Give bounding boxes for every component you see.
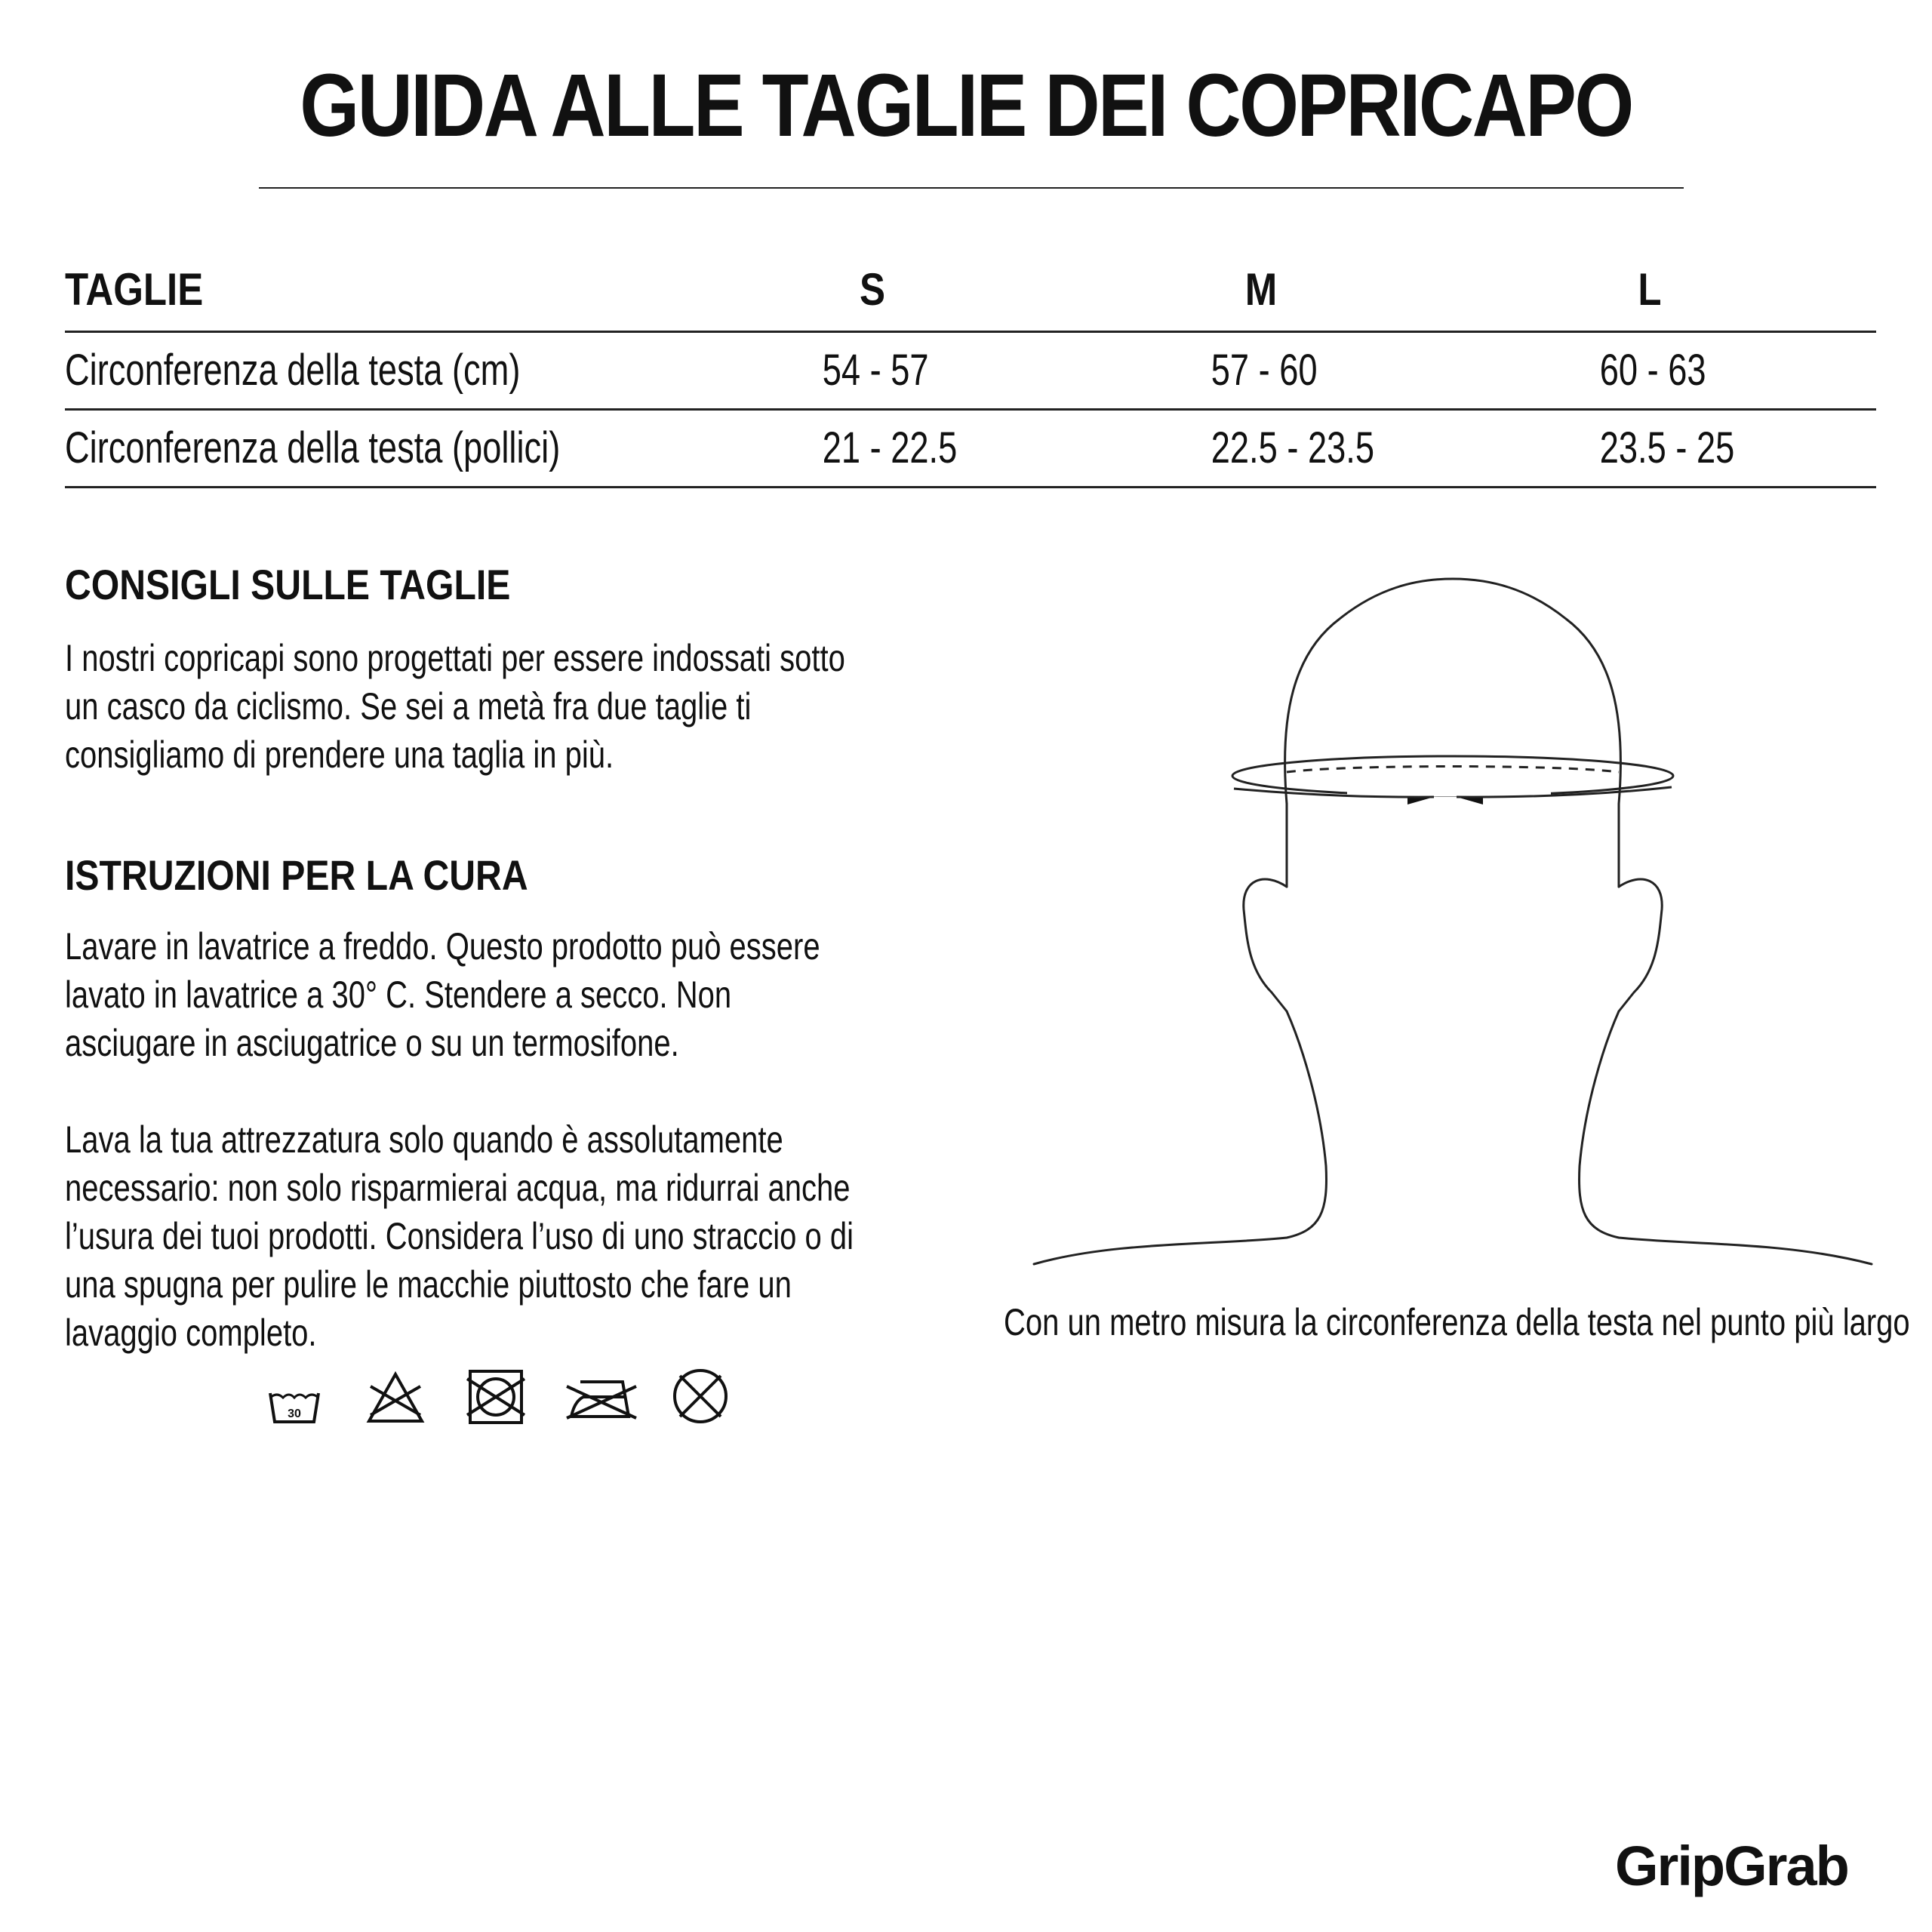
no-dry-clean-icon <box>669 1365 731 1427</box>
care-advice-text: Lava la tua attrezzatura solo quando è assolutamente necessario: non solo risparmierai acqua, ma ridurrai anche l’usura dei tuoi prodotti. Considera l’uso di uno straccio o di una spugna per pulire le macchie piuttosto che fare un lavaggio completo. <box>65 1118 854 1354</box>
title-divider <box>259 187 1684 189</box>
table-row <box>65 333 1876 408</box>
header-size-s: S <box>859 264 886 315</box>
neck-left <box>1034 1011 1326 1264</box>
wash-temperature-label: 30 <box>288 1407 301 1420</box>
cell-s: 54 - 57 <box>822 346 929 395</box>
care-instructions-text: Lavare in lavatrice a freddo. Questo prodotto può essere lavato in lavatrice a 30° C. Stendere a secco. Non asciugare in asciugatrice o su un termosifone. <box>65 925 820 1064</box>
table-header-row <box>65 249 1876 331</box>
row-label: Circonferenza della testa (cm) <box>65 346 521 395</box>
cell-l: 60 - 63 <box>1599 346 1706 395</box>
header-size-l: L <box>1638 264 1662 315</box>
care-instructions-heading: ISTRUZIONI PER LA CURA <box>65 851 528 899</box>
neck-right <box>1580 1011 1872 1264</box>
measuring-tape-back <box>1287 767 1619 773</box>
ear-left <box>1244 879 1287 1011</box>
sizing-tips-text: I nostri copricapi sono progettati per essere indossati sotto un casco da ciclismo. Se sei a metà fra due taglie ti consigliamo di prendere una taglia in più. <box>65 637 845 776</box>
no-bleach-icon <box>365 1370 426 1426</box>
cell-s: 21 - 22.5 <box>822 423 958 472</box>
head-outline <box>1285 579 1621 887</box>
size-table <box>65 249 1876 488</box>
table-divider <box>65 486 1876 488</box>
page-title: GUIDA ALLE TAGLIE DEI COPRICAPO <box>300 56 1632 155</box>
care-symbols <box>268 1362 736 1438</box>
header-sizes: TAGLIE <box>65 264 204 315</box>
table-row <box>65 411 1876 486</box>
sizing-tips-heading: CONSIGLI SULLE TAGLIE <box>65 561 511 608</box>
no-iron-icon <box>564 1371 639 1426</box>
ear-right <box>1619 879 1662 1011</box>
row-label: Circonferenza della testa (pollici) <box>65 423 561 472</box>
header-size-m: M <box>1244 264 1278 315</box>
measure-caption: Con un metro misura la circonferenza della testa nel punto più largo <box>1004 1301 1910 1343</box>
cell-m: 22.5 - 23.5 <box>1211 423 1375 472</box>
no-tumble-dry-icon <box>466 1367 526 1427</box>
brand-logo: GripGrab <box>1615 1835 1848 1897</box>
cell-m: 57 - 60 <box>1211 346 1318 395</box>
cell-l: 23.5 - 25 <box>1599 423 1735 472</box>
wash-30-icon <box>268 1389 321 1426</box>
head-measurement-illustration <box>1030 562 1875 1279</box>
